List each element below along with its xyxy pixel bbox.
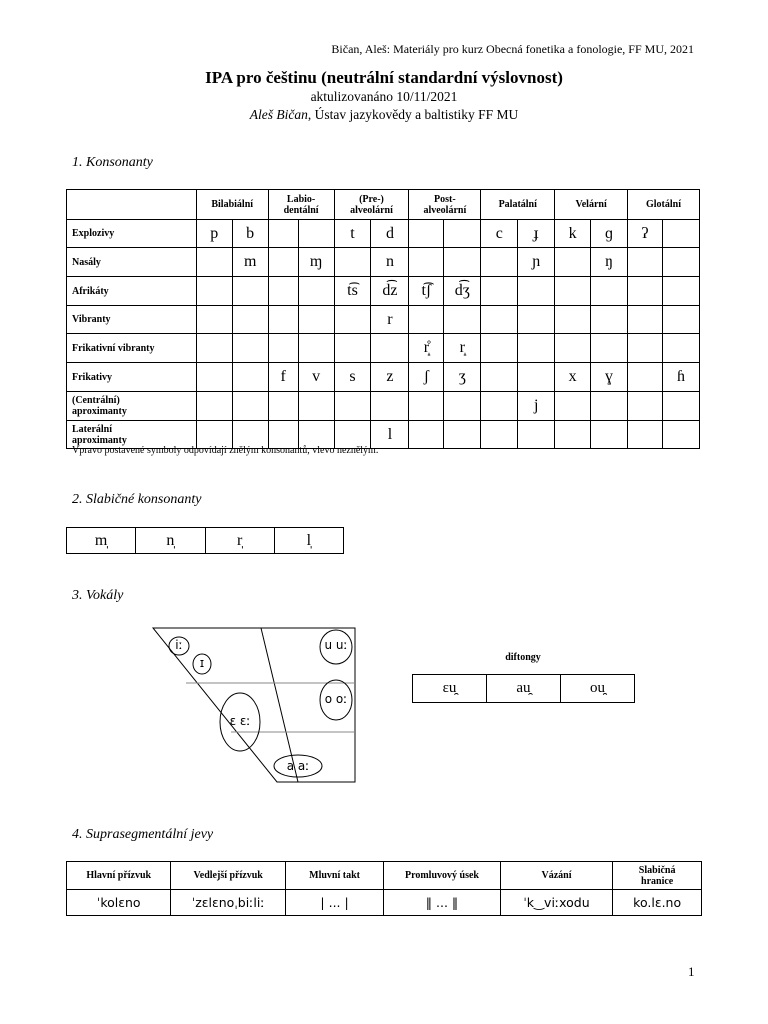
consonant-cell — [196, 277, 232, 306]
consonant-cell — [268, 392, 298, 421]
col-header: Labio- dentální — [268, 190, 334, 220]
consonant-cell — [298, 220, 334, 248]
diphthong-cell: ou̯ — [560, 675, 634, 703]
consonant-cell — [334, 248, 371, 277]
consonant-cell — [481, 306, 518, 334]
consonant-cell — [409, 248, 444, 277]
supra-value: ko.lɛ.no — [613, 890, 702, 916]
consonant-cell — [555, 334, 591, 363]
row-label: (Centrální) aproximanty — [67, 392, 197, 421]
consonant-cell — [555, 392, 591, 421]
consonant-row — [67, 277, 700, 306]
consonant-cell — [662, 277, 699, 306]
row-label: Frikativní vibranty — [67, 334, 197, 363]
col-header: Glotální — [628, 190, 700, 220]
consonant-cell: ʃ — [409, 363, 444, 392]
section-heading-vowels: 3. Vokály — [72, 588, 124, 603]
consonant-cell: k — [555, 220, 591, 248]
consonant-cell — [481, 392, 518, 421]
consonant-cell — [518, 277, 555, 306]
consonant-cell: ɡ — [591, 220, 628, 248]
consonant-cell — [662, 334, 699, 363]
diphthong-cell: au̯ — [486, 675, 560, 703]
consonant-cell — [196, 248, 232, 277]
consonant-cell — [334, 306, 371, 334]
consonant-cell: n — [371, 248, 409, 277]
consonant-cell: r̝ — [444, 334, 481, 363]
consonant-cell — [628, 421, 663, 449]
consonant-row — [67, 334, 700, 363]
consonant-cell — [555, 306, 591, 334]
consonant-cell: ɱ — [298, 248, 334, 277]
consonant-cell — [268, 220, 298, 248]
vowel-u: u uː — [324, 638, 348, 652]
consonant-cell: x — [555, 363, 591, 392]
supra-value: ˈkolɛno — [67, 890, 171, 916]
consonant-note: Vpravo postavené symboly odpovídají znělým konsonantů, vlevo neznělým. — [72, 445, 379, 456]
consonant-cell: ʒ — [444, 363, 481, 392]
col-header: (Pre-) alveolární — [334, 190, 409, 220]
consonant-cell — [409, 306, 444, 334]
syllabic-cell: l̩ — [274, 528, 343, 554]
consonant-cell — [481, 248, 518, 277]
consonant-cell — [334, 392, 371, 421]
consonant-cell — [628, 363, 663, 392]
consonant-cell — [371, 392, 409, 421]
consonant-cell — [196, 306, 232, 334]
section-heading-suprasegmentals: 4. Suprasegmentální jevy — [72, 827, 214, 842]
consonant-cell — [591, 306, 628, 334]
consonant-cell — [268, 334, 298, 363]
col-header: Velární — [555, 190, 628, 220]
consonant-cell — [481, 363, 518, 392]
consonant-cell — [444, 392, 481, 421]
consonant-cell — [628, 334, 663, 363]
update-date: aktulizovanáno 10/11/2021 — [310, 89, 458, 104]
consonant-cell — [409, 392, 444, 421]
consonant-cell: p — [196, 220, 232, 248]
consonant-cell — [555, 421, 591, 449]
consonant-row — [67, 306, 700, 334]
diphthongs-label: diftongy — [505, 652, 541, 663]
consonant-cell — [444, 306, 481, 334]
section-heading-consonants: 1. Konsonanty — [72, 155, 153, 170]
consonant-cell — [334, 334, 371, 363]
consonant-cell: d — [371, 220, 409, 248]
col-header: Palatální — [481, 190, 555, 220]
consonant-cell — [298, 392, 334, 421]
consonant-cell — [555, 277, 591, 306]
author-affiliation: , Ústav jazykovědy a baltistiky FF MU — [307, 107, 519, 122]
consonant-cell — [628, 306, 663, 334]
suprasegmental-table — [66, 861, 702, 916]
supra-value: | ... | — [285, 890, 383, 916]
consonant-cell — [591, 334, 628, 363]
consonant-cell — [662, 220, 699, 248]
consonant-cell — [232, 363, 268, 392]
vowel-o: o oː — [324, 692, 348, 706]
consonant-cell: t͡ʃ — [409, 277, 444, 306]
citation-line: Bičan, Aleš: Materiály pro kurz Obecná fonetika a fonologie, FF MU, 2021 — [331, 42, 694, 56]
consonant-cell: z — [371, 363, 409, 392]
consonant-cell: f — [268, 363, 298, 392]
vowel-a: a aː — [286, 759, 310, 773]
consonant-cell: l — [371, 421, 409, 449]
consonant-cell — [518, 334, 555, 363]
author-line — [0, 107, 768, 123]
consonant-cell — [481, 334, 518, 363]
consonant-cell: b — [232, 220, 268, 248]
row-label: Vibranty — [67, 306, 197, 334]
consonant-cell: v — [298, 363, 334, 392]
row-label: Explozivy — [67, 220, 197, 248]
supra-header: Promluvový úsek — [384, 862, 500, 890]
consonant-row — [67, 363, 700, 392]
diphthong-cell: ɛu̯ — [413, 675, 487, 703]
consonant-cell: r̝̊ — [409, 334, 444, 363]
vowel-i-long: iː — [175, 638, 183, 652]
consonant-cell: ɣ — [591, 363, 628, 392]
supra-header: Hlavní přízvuk — [67, 862, 171, 890]
author-name: Aleš Bičan — [249, 107, 308, 122]
consonant-cell: s — [334, 363, 371, 392]
supra-header: Vedlejší přízvuk — [171, 862, 285, 890]
row-label: Nasály — [67, 248, 197, 277]
consonant-cell: ŋ — [591, 248, 628, 277]
consonant-cell — [444, 421, 481, 449]
consonant-cell: ʔ — [628, 220, 663, 248]
consonant-row — [67, 248, 700, 277]
col-header: Post- alveolární — [409, 190, 481, 220]
consonant-cell — [628, 277, 663, 306]
syllabic-cell: r̩ — [205, 528, 274, 554]
syllabic-table — [66, 527, 344, 554]
consonant-cell — [662, 392, 699, 421]
supra-value: ˈk‿viːxodu — [500, 890, 613, 916]
consonant-cell — [232, 277, 268, 306]
supra-value: ˈzɛlɛnoˌbiːliː — [171, 890, 285, 916]
vowel-e: ɛ ɛː — [229, 714, 251, 728]
consonant-cell — [409, 220, 444, 248]
consonant-cell — [481, 277, 518, 306]
corner-cell — [67, 190, 197, 220]
consonant-cell — [518, 421, 555, 449]
consonant-table — [66, 189, 700, 449]
consonant-cell — [628, 248, 663, 277]
col-header: Bilabiální — [196, 190, 268, 220]
consonant-cell: ɦ — [662, 363, 699, 392]
consonant-row — [67, 392, 700, 421]
consonant-cell — [232, 334, 268, 363]
syllabic-cell: n̩ — [136, 528, 205, 554]
row-label: Afrikáty — [67, 277, 197, 306]
supra-header: Mluvní takt — [285, 862, 383, 890]
consonant-cell — [444, 248, 481, 277]
consonant-cell: r — [371, 306, 409, 334]
consonant-cell — [444, 220, 481, 248]
consonant-cell — [196, 392, 232, 421]
consonant-cell — [662, 248, 699, 277]
consonant-cell — [518, 306, 555, 334]
consonant-cell — [662, 421, 699, 449]
consonant-cell: c — [481, 220, 518, 248]
consonant-cell — [371, 334, 409, 363]
consonant-cell — [268, 248, 298, 277]
consonant-cell — [628, 392, 663, 421]
page-title: IPA pro češtinu (neutrální standardní výslovnost) — [205, 68, 563, 87]
consonant-cell — [196, 363, 232, 392]
consonant-cell — [591, 392, 628, 421]
consonant-row — [67, 220, 700, 248]
vowel-i-short: ɪ — [199, 656, 205, 670]
diphthong-table — [412, 674, 635, 703]
consonant-cell — [196, 334, 232, 363]
supra-header: Slabičná hranice — [613, 862, 702, 890]
consonant-cell — [518, 363, 555, 392]
consonant-cell — [662, 306, 699, 334]
consonant-cell — [268, 306, 298, 334]
consonant-cell: t — [334, 220, 371, 248]
consonant-cell — [232, 306, 268, 334]
consonant-cell — [232, 392, 268, 421]
section-heading-syllabic: 2. Slabičné konsonanty — [72, 492, 202, 507]
supra-value: ‖ ... ‖ — [384, 890, 500, 916]
consonant-cell — [298, 306, 334, 334]
consonant-cell: j — [518, 392, 555, 421]
syllabic-cell: m̩ — [67, 528, 136, 554]
row-label: Laterální aproximanty — [67, 421, 197, 449]
consonant-cell: ɟ — [518, 220, 555, 248]
consonant-cell: t͡s — [334, 277, 371, 306]
consonant-cell — [298, 334, 334, 363]
page-number: 1 — [688, 964, 695, 979]
consonant-cell: ɲ — [518, 248, 555, 277]
consonant-cell — [409, 421, 444, 449]
row-label: Frikativy — [67, 363, 197, 392]
supra-header: Vázání — [500, 862, 613, 890]
consonant-cell: d͡ʒ — [444, 277, 481, 306]
consonant-cell: d͡z — [371, 277, 409, 306]
consonant-cell — [591, 277, 628, 306]
consonant-cell — [555, 248, 591, 277]
consonant-cell — [268, 277, 298, 306]
consonant-cell — [298, 277, 334, 306]
consonant-cell — [481, 421, 518, 449]
consonant-cell: m — [232, 248, 268, 277]
consonant-cell — [591, 421, 628, 449]
